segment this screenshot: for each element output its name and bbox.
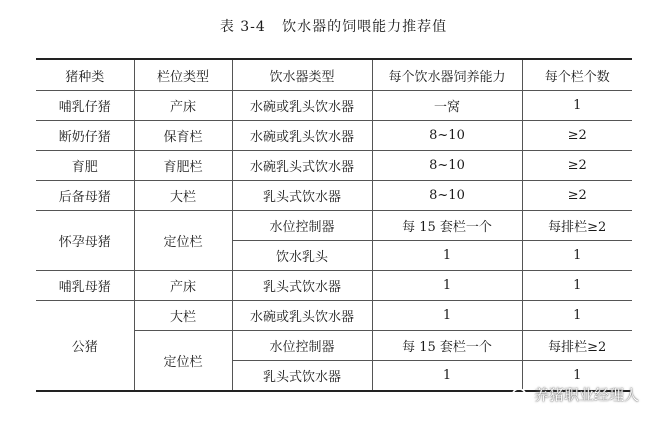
cell-count: 1 bbox=[522, 91, 632, 121]
cell-pen-type: 产床 bbox=[134, 271, 232, 301]
table-row bbox=[36, 91, 632, 121]
cell-count: 1 bbox=[522, 361, 632, 392]
cell-pig-type: 断奶仔猪 bbox=[36, 121, 134, 151]
cell-pen-type: 育肥栏 bbox=[134, 151, 232, 181]
cell-drinker-type: 水碗或乳头饮水器 bbox=[232, 301, 372, 331]
caption-title: 饮水器的饲喂能力推荐值 bbox=[282, 19, 448, 35]
cell-drinker-type: 水碗或乳头饮水器 bbox=[232, 121, 372, 151]
cell-drinker-type: 乳头式饮水器 bbox=[232, 361, 372, 392]
cell-pen-type: 大栏 bbox=[134, 181, 232, 211]
cell-pen-type: 定位栏 bbox=[134, 331, 232, 392]
cell-pen-type: 定位栏 bbox=[134, 211, 232, 271]
cell-pen-type: 大栏 bbox=[134, 301, 232, 331]
cell-pen-type: 保育栏 bbox=[134, 121, 232, 151]
cell-drinker-type: 水碗乳头式饮水器 bbox=[232, 151, 372, 181]
cell-capacity: 8~10 bbox=[372, 121, 522, 151]
wechat-icon bbox=[512, 388, 530, 402]
watermark bbox=[512, 384, 639, 405]
cell-count: 1 bbox=[522, 241, 632, 271]
cell-capacity: 一窝 bbox=[372, 91, 522, 121]
table-row bbox=[36, 121, 632, 151]
cell-count: 1 bbox=[522, 301, 632, 331]
cell-capacity: 每 15 套栏一个 bbox=[372, 331, 522, 361]
cell-capacity: 8~10 bbox=[372, 151, 522, 181]
cell-capacity: 每 15 套栏一个 bbox=[372, 211, 522, 241]
cell-drinker-type: 水位控制器 bbox=[232, 211, 372, 241]
table-row bbox=[36, 301, 632, 331]
table-row bbox=[36, 151, 632, 181]
cell-capacity: 1 bbox=[372, 241, 522, 271]
cell-drinker-type: 水位控制器 bbox=[232, 331, 372, 361]
watermark-text: 养猪职业经理人 bbox=[534, 386, 640, 404]
header-pig-type: 猪种类 bbox=[36, 59, 134, 91]
cell-count: 1 bbox=[522, 271, 632, 301]
table-header-row bbox=[36, 59, 632, 91]
cell-pig-type: 公猪 bbox=[36, 301, 134, 392]
header-pen-type: 栏位类型 bbox=[134, 59, 232, 91]
cell-count: 每排栏≥2 bbox=[522, 331, 632, 361]
cell-capacity: 1 bbox=[372, 271, 522, 301]
table-row bbox=[36, 181, 632, 211]
cell-pig-type: 育肥 bbox=[36, 151, 134, 181]
cell-pig-type: 哺乳母猪 bbox=[36, 271, 134, 301]
cell-drinker-type: 饮水乳头 bbox=[232, 241, 372, 271]
cell-drinker-type: 乳头式饮水器 bbox=[232, 181, 372, 211]
cell-count: ≥2 bbox=[522, 181, 632, 211]
cell-drinker-type: 水碗或乳头饮水器 bbox=[232, 91, 372, 121]
cell-pig-type: 怀孕母猪 bbox=[36, 211, 134, 271]
cell-drinker-type: 乳头式饮水器 bbox=[232, 271, 372, 301]
cell-pig-type: 哺乳仔猪 bbox=[36, 91, 134, 121]
cell-capacity: 1 bbox=[372, 301, 522, 331]
cell-count: ≥2 bbox=[522, 121, 632, 151]
table-row bbox=[36, 271, 632, 301]
header-capacity: 每个饮水器饲养能力 bbox=[372, 59, 522, 91]
caption-label: 表 3-4 bbox=[219, 19, 266, 35]
cell-pig-type: 后备母猪 bbox=[36, 181, 134, 211]
cell-capacity: 8~10 bbox=[372, 181, 522, 211]
cell-count: 每排栏≥2 bbox=[522, 211, 632, 241]
table-row bbox=[36, 211, 632, 241]
cell-pen-type: 产床 bbox=[134, 91, 232, 121]
cell-capacity: 1 bbox=[372, 361, 522, 392]
cell-count: ≥2 bbox=[522, 151, 632, 181]
header-count: 每个栏个数 bbox=[522, 59, 632, 91]
header-drinker-type: 饮水器类型 bbox=[232, 59, 372, 91]
table-caption bbox=[0, 16, 667, 36]
drinker-capacity-table bbox=[36, 58, 632, 392]
